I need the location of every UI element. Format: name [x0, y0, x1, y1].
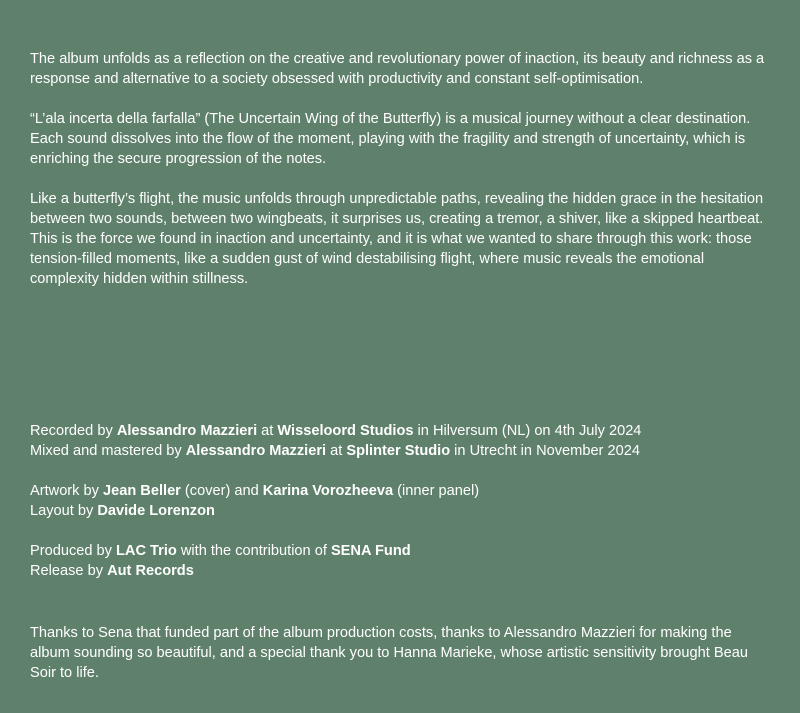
paragraph-gap	[30, 461, 775, 481]
credit-artwork-middle: (cover) and	[180, 483, 263, 499]
credit-produced-prefix: Produced by	[30, 543, 116, 559]
credit-artwork-artist-2: Karina Vorozheeva	[262, 483, 394, 499]
intro-text	[30, 49, 775, 289]
credit-mixed-suffix: in Utrecht in November 2024	[450, 443, 640, 459]
intro-paragraph-3: Like a butterfly’s flight, the music unfolds through unpredictable paths, revealing the hidden grace in the hesitation between two sounds, between two wingbeats, it surprises us, creating a tremor, a shiver, like a skipped heartbeat.	[30, 191, 764, 227]
thanks	[30, 623, 775, 683]
credit-produced-middle: with the contribution of	[176, 543, 331, 559]
credit-recorded-suffix: in Hilversum (NL) on 4th July 2024	[413, 423, 642, 439]
credit-produced-producer: LAC Trio	[116, 543, 177, 559]
credit-mixed-prefix: Mixed and mastered by	[30, 443, 186, 459]
credit-release-prefix: Release by	[30, 563, 108, 579]
credit-mixed-at: at	[326, 443, 347, 459]
credit-recorded-prefix: Recorded by	[30, 423, 117, 439]
credit-produced-fund: SENA Fund	[330, 543, 411, 559]
credit-artwork-artist-1: Jean Beller	[102, 483, 181, 499]
paragraph-gap	[30, 521, 775, 541]
credit-produced	[30, 541, 775, 561]
credit-artwork-prefix: Artwork by	[30, 483, 103, 499]
intro-paragraph-1: The album unfolds as a reflection on the creative and revolutionary power of inaction, its beauty and richness as a response and alternative to a society obsessed with productivity and constant self-optimisation.	[30, 51, 765, 87]
credit-mixed	[30, 441, 775, 461]
intro-paragraph-4: This is the force we found in inaction and uncertainty, and it is what we wanted to share through this work: those tension-filled moments, like a sudden gust of wind destabilising flight, where music reveals the emotional complexity hidden within stillness.	[30, 231, 752, 287]
intro-paragraph-2: “L’ala incerta della farfalla” (The Uncertain Wing of the Butterfly) is a musical journey without a clear destination. Each sound dissolves into the flow of the moment, playing with the fragility and strength of uncertainty, which is enriching the secure progression of the notes.	[30, 111, 751, 167]
credit-recorded-at: at	[257, 423, 278, 439]
credit-artwork	[30, 481, 775, 501]
credit-release	[30, 561, 775, 581]
paragraph-gap	[30, 89, 775, 109]
paragraph-gap	[30, 169, 775, 189]
credit-release-label: Aut Records	[107, 563, 194, 579]
credit-mixed-studio: Splinter Studio	[346, 443, 451, 459]
credit-layout-person: Davide Lorenzon	[97, 503, 215, 519]
credit-layout	[30, 501, 775, 521]
credits	[30, 421, 775, 581]
credit-recorded-person: Alessandro Mazzieri	[116, 423, 258, 439]
credit-recorded	[30, 421, 775, 441]
thanks-paragraph: Thanks to Sena that funded part of the album production costs, thanks to Alessandro Mazzieri for making the album sounding so beautiful, and a special thank you to Hanna Marieke, whose artistic sensitivity brought Beau Soir to life.	[30, 625, 748, 681]
credit-layout-prefix: Layout by	[30, 503, 98, 519]
credit-mixed-person: Alessandro Mazzieri	[185, 443, 327, 459]
credit-recorded-studio: Wisseloord Studios	[277, 423, 414, 439]
credit-artwork-suffix: (inner panel)	[393, 483, 480, 499]
